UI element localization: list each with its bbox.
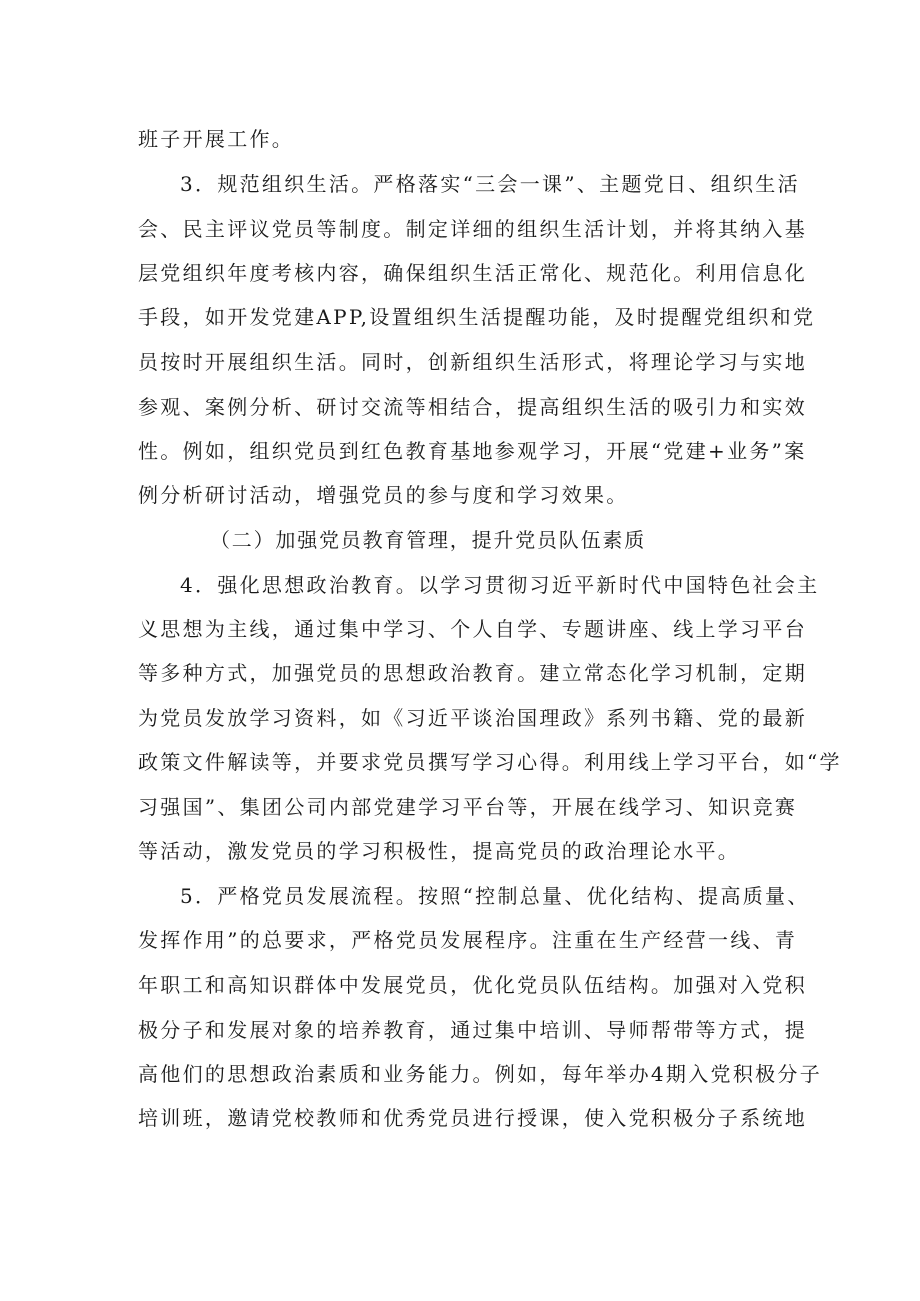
text-line: 政策文件解读等，并要求党员撰写学习心得。利用线上学习平台，如“学: [138, 750, 842, 774]
section-heading: （二）加强党员教育管理，提升党员队伍素质: [210, 528, 646, 552]
text-line: 为党员发放学习资料，如《习近平谈治国理政》系列书籍、党的最新: [138, 706, 807, 730]
paragraph-3-start: 3．规范组织生活。严格落实“三会一课”、主题党日、组织生活: [180, 172, 800, 196]
text-line: 极分子和发展对象的培养教育，通过集中培训、导师帮带等方式，提: [138, 1018, 807, 1042]
text-line: 义思想为主线，通过集中学习、个人自学、专题讲座、线上学习平台: [138, 617, 807, 641]
text-line: 年职工和高知识群体中发展党员，优化党员队伍结构。加强对入党积: [138, 973, 807, 997]
text-line: 手段，如开发党建APP,设置组织生活提醒功能，及时提醒党组织和党: [138, 305, 816, 329]
text-line: 高他们的思想政治素质和业务能力。例如，每年举办4期入党积极分子: [138, 1062, 823, 1086]
text-line: 等多种方式，加强党员的思想政治教育。建立常态化学习机制，定期: [138, 661, 807, 685]
text-line: 等活动，激发党员的学习积极性，提高党员的政治理论水平。: [138, 839, 741, 863]
text-line: 员按时开展组织生活。同时，创新组织生活形式，将理论学习与实地: [138, 350, 807, 374]
text-line: 参观、案例分析、研讨交流等相结合，提高组织生活的吸引力和实效: [138, 395, 807, 419]
text-line: 例分析研讨活动，增强党员的参与度和学习效果。: [138, 483, 629, 507]
text-line: 习强国”、集团公司内部党建学习平台等，开展在线学习、知识竞赛: [138, 795, 798, 819]
text-line: 培训班，邀请党校教师和优秀党员进行授课，使入党积极分子系统地: [138, 1106, 807, 1130]
text-line: 性。例如，组织党员到红色教育基地参观学习，开展“党建+业务”案: [138, 439, 807, 463]
paragraph-5-start: 5．严格党员发展流程。按照“控制总量、优化结构、提高质量、: [180, 884, 810, 908]
text-line: 班子开展工作。: [138, 127, 295, 151]
text-line: 会、民主评议党员等制度。制定详细的组织生活计划，并将其纳入基: [138, 217, 807, 241]
text-line: 发挥作用”的总要求，严格党员发展程序。注重在生产经营一线、青: [138, 928, 798, 952]
text-line: 层党组织年度考核内容，确保组织生活正常化、规范化。利用信息化: [138, 261, 807, 285]
paragraph-4-start: 4．强化思想政治教育。以学习贯彻习近平新时代中国特色社会主: [180, 573, 820, 597]
